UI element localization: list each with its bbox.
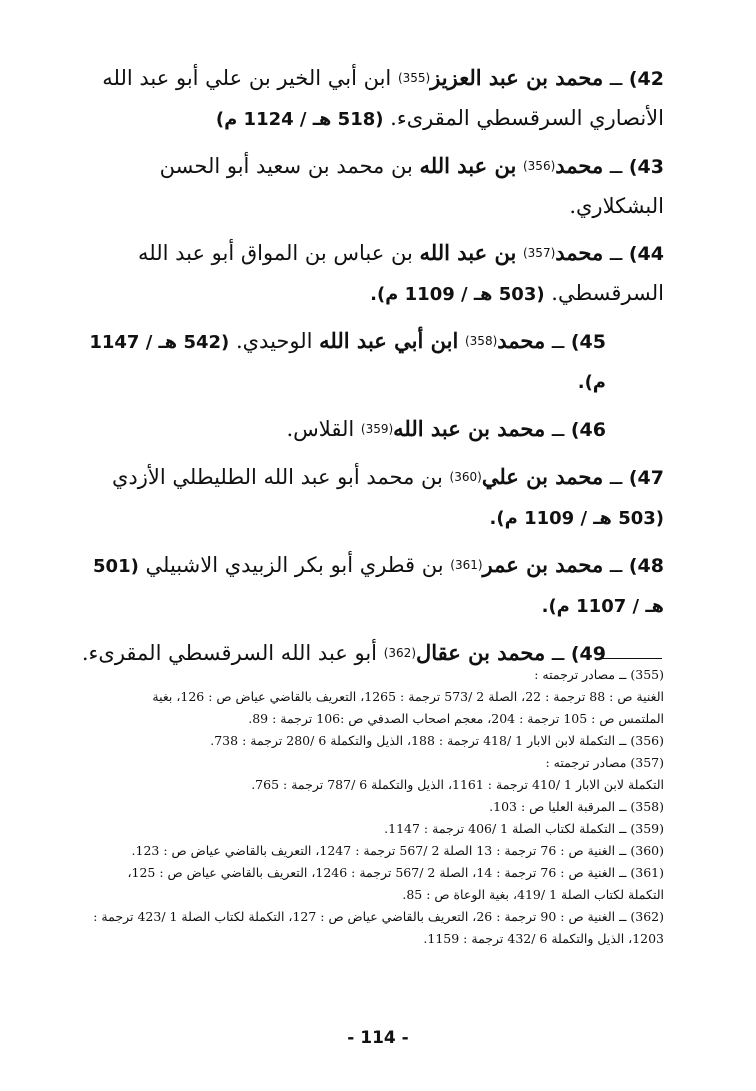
footnote-line: (361) ــ الغنية ص : 76 ترجمة : 14، الصلة 2 /567 ترجمة : 1246، التعريف بالقاضي عياض ص : 125،: [127, 865, 664, 880]
entry-dates: (503 هـ / 1109 م).: [489, 508, 664, 529]
entry-name-cont: بن عبد الله: [419, 240, 517, 265]
footnote-ref[interactable]: (358): [464, 334, 498, 348]
entry-dash: ــ: [551, 641, 565, 665]
entry-text: أبو عبد الله السرقسطي المقرىء.: [81, 641, 378, 665]
footnote-361: [52, 862, 664, 906]
entry-dash: ــ: [609, 553, 623, 577]
entry-text: بن قطري أبو بكر الزبيدي الاشبيلي: [145, 553, 444, 577]
entry-text: بن محمد بن سعيد أبو الحسن البشكلاري.: [159, 154, 664, 218]
entry-dates: (501 هـ / 1107 م).: [93, 556, 664, 617]
entry-number: 48: [637, 555, 664, 577]
entry-49: 49) ــ محمد بن عقال(362) أبو عبد الله السرقسطي المقرىء.: [81, 640, 606, 665]
footnote-359: [52, 818, 664, 840]
entry-dash: ــ: [609, 465, 623, 489]
footnote-ref[interactable]: (359): [360, 422, 394, 436]
footnote-ref[interactable]: (361): [450, 558, 483, 572]
entry-dates: (542 هـ / 1147 م).: [89, 332, 606, 393]
entry-45: 45) ــ محمد(358) ابن أبي عبد الله الوحيدي. (542 هـ / 1147 م).: [89, 328, 606, 393]
footnote-360: [52, 840, 664, 862]
footnote-ref[interactable]: (357): [522, 246, 556, 260]
entry-48: 48) ــ محمد بن عمر(361) بن قطري أبو بكر الزبيدي الاشبيلي (501 هـ / 1107 م).: [93, 552, 664, 617]
entry-name: محمد: [497, 328, 546, 353]
entry-dash: ــ: [551, 417, 565, 441]
entry-name: محمد بن عقال: [416, 640, 546, 665]
footnote-line: التكملة لابن الابار 1 /410 ترجمة : 1161، الذيل والتكملة 6 /787 ترجمة : 765.: [251, 777, 664, 792]
entry-name: محمد بن عبد العزيز: [430, 65, 604, 90]
footnote-line: (359) ــ التكملة لكتاب الصلة 1 /406 ترجمة : 1147.: [384, 821, 664, 836]
entry-number: 42: [637, 68, 664, 90]
footnote-line: التكملة لكتاب الصلة 1 /419، بغية الوعاة ص : 85.: [402, 887, 664, 902]
entry-47: 47) ــ محمد بن علي(360) بن محمد أبو عبد الله الطليطلي الأزدي (503 هـ / 1109 م).: [111, 464, 664, 529]
entry-text: بن عباس بن المواق أبو عبد الله السرقسطي.: [137, 241, 664, 305]
entry-42: 42) ــ محمد بن عبد العزيز(355) ابن أبي الخير بن علي أبو عبد الله الأنصاري السرقسطي المقرىء. (518 هـ / 1124 م): [102, 65, 664, 130]
page-number: - 114 -: [347, 1028, 409, 1048]
footnote-line: (356) ــ التكملة لابن الابار 1 /418 ترجمة : 188، الذيل والتكملة 6 /280 ترجمة : 738.: [210, 733, 664, 748]
footnote-line: (355) ــ مصادر ترجمته :: [534, 667, 664, 682]
footnote-ref[interactable]: (360): [449, 470, 482, 484]
entry-dash: ــ: [551, 329, 565, 353]
entry-name-cont: ابن أبي عبد الله: [319, 328, 459, 353]
entry-name: محمد: [555, 240, 604, 265]
entry-name: محمد بن علي: [481, 464, 604, 489]
footnote-line: (362) ــ الغنية ص : 90 ترجمة : 26، التعريف بالقاضي عياض ص : 127، التكملة لكتاب الصلة 1 /423 ترجمة :: [93, 909, 664, 924]
entry-name: محمد: [555, 153, 604, 178]
entry-dates: (503 هـ / 1109 م).: [370, 284, 545, 305]
footnote-ref[interactable]: (356): [522, 159, 556, 173]
entry-text: القلاس.: [286, 417, 355, 441]
footnote-line: (360) ــ الغنية ص : 76 ترجمة : 13 الصلة 2 /567 ترجمة : 1247، التعريف بالقاضي عياض ص : 123.: [131, 843, 664, 858]
entry-number: 43: [637, 156, 664, 178]
footnote-divider: [602, 658, 662, 659]
entry-dash: ــ: [609, 154, 623, 178]
entry-number: 44: [637, 243, 664, 265]
footnotes: [52, 664, 664, 950]
entry-number: 47: [637, 467, 664, 489]
entry-46: 46) ــ محمد بن عبد الله(359) القلاس.: [286, 416, 606, 441]
entry-text: بن محمد أبو عبد الله الطليطلي الأزدي: [111, 465, 443, 489]
entry-name: محمد بن عبد الله: [393, 416, 546, 441]
footnote-line: 1203، الذيل والتكملة 6 /432 ترجمة : 1159.: [423, 931, 664, 946]
footnote-line: (357) مصادر ترجمته :: [545, 755, 664, 770]
entry-number: 46: [579, 419, 606, 441]
entry-name: محمد بن عمر: [482, 552, 604, 577]
footnote-362: [52, 906, 664, 950]
footnote-357: [52, 752, 664, 796]
footnote-358: [52, 796, 664, 818]
entry-text: الوحيدي.: [235, 329, 313, 353]
footnote-line: (358) ــ المرقبة العليا ص : 103.: [489, 799, 664, 814]
entry-name-cont: بن عبد الله: [419, 153, 517, 178]
entry-dash: ــ: [609, 66, 623, 90]
footnote-356: [52, 730, 664, 752]
entry-dates: (518 هـ / 1124 م): [215, 109, 384, 130]
entry-number: 45: [579, 331, 606, 353]
footnote-ref[interactable]: (362): [383, 646, 416, 660]
entry-text: ابن أبي الخير بن علي أبو عبد الله الأنصاري السرقسطي المقرىء.: [102, 66, 664, 130]
entry-number: 49: [579, 643, 606, 665]
footnote-line: الغنية ص : 88 ترجمة : 22، الصلة 2 /573 ترجمة : 1265، التعريف بالقاضي عياض ص : 126، بغية: [152, 689, 664, 704]
footnote-ref[interactable]: (355): [397, 71, 431, 85]
entries-list: [70, 58, 664, 681]
entry-44: 44) ــ محمد(357) بن عبد الله بن عباس بن المواق أبو عبد الله السرقسطي. (503 هـ / 1109 م).: [137, 240, 664, 305]
entry-43: 43) ــ محمد(356) بن عبد الله بن محمد بن سعيد أبو الحسن البشكلاري.: [159, 153, 664, 218]
entry-dash: ــ: [609, 241, 623, 265]
footnote-line: الملتمس ص : 105 ترجمة : 204، معجم اصحاب الصدفي ص :106 ترجمة : 89.: [248, 711, 664, 726]
footnote-355: [52, 664, 664, 730]
